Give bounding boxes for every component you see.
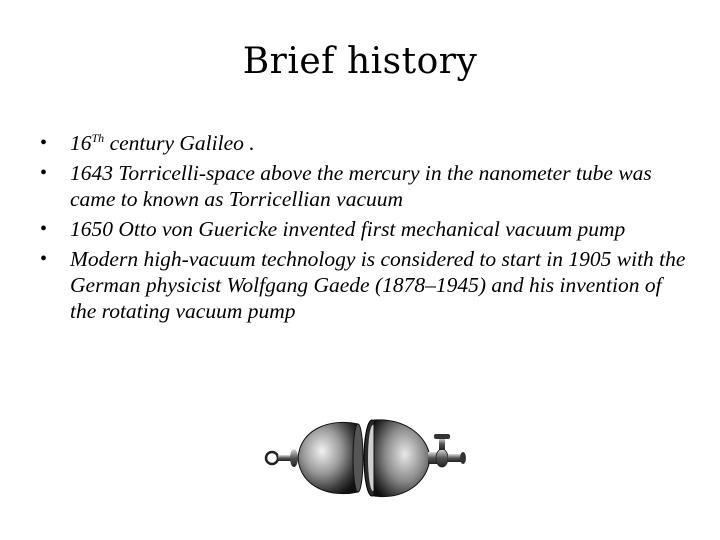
- hemisphere-right: [374, 420, 430, 497]
- bullet-item: [38, 130, 688, 156]
- bullet-text: century Galileo .: [104, 131, 255, 155]
- bullet-dot: •: [40, 218, 48, 240]
- collar-left: [290, 449, 298, 467]
- valve-body: [436, 449, 448, 467]
- valve-stem: [439, 438, 445, 450]
- bullet-item: [38, 160, 688, 212]
- bullet-dot: •: [40, 162, 48, 184]
- bullet-superscript: Th: [91, 130, 105, 145]
- bullet-dot: •: [40, 248, 48, 270]
- valve-outlet: [448, 454, 462, 462]
- bullet-text: 1643 Torricelli-space above the mercury in the nanometer tube was came to known as Torricellian vacuum: [70, 161, 652, 211]
- bullet-list: [38, 130, 688, 328]
- valve-outlet-cap: [460, 452, 466, 464]
- bullet-text: Modern high-vacuum technology is considered to start in 1905 with the German physicist Wolfgang Gaede (1878–1945) and his invention of the rotating vacuum pump: [70, 247, 686, 323]
- magdeburg-hemispheres-illustration: [260, 410, 470, 510]
- bullet-text: 1650 Otto von Guericke invented first mechanical vacuum pump: [70, 217, 626, 241]
- bullet-item: [38, 216, 688, 242]
- ring-handle-left: [266, 452, 278, 464]
- bullet-item: [38, 246, 688, 324]
- valve-handle: [434, 434, 450, 439]
- hemisphere-left: [298, 422, 358, 493]
- slide-title: Brief history: [242, 41, 478, 82]
- hemisphere-left-rim: [353, 424, 363, 492]
- bullet-text-prefix: 16: [70, 131, 92, 155]
- bullet-dot: •: [40, 132, 48, 154]
- shaft-left: [278, 455, 292, 461]
